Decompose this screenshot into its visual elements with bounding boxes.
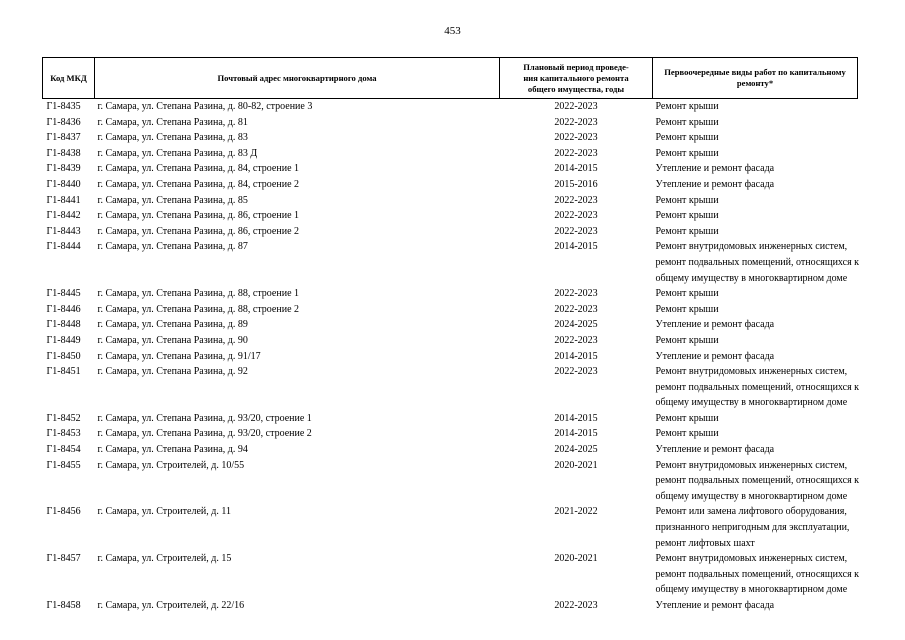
work-line: Ремонт крыши (655, 194, 719, 206)
cell-works (653, 426, 858, 442)
header-period: Плановый период проведе- ния капитального ремонта общего имущества, годы (500, 58, 653, 99)
work-line: признанного непригодным для эксплуатации, (655, 522, 850, 534)
header-works: Первоочередные виды работ по капитальному ремонту* (653, 58, 858, 99)
cell-period: 2022-2023 (554, 225, 598, 237)
cell-works (653, 161, 858, 177)
work-line: Утепление и ремонт фасада (655, 600, 775, 611)
cell-address: г. Самара, ул. Степана Разина, д. 83 Д (97, 147, 258, 159)
cell-works (653, 99, 858, 115)
cell-period: 2021-2022 (554, 506, 598, 518)
table-row (43, 239, 858, 286)
cell-period: 2022-2023 (554, 101, 598, 112)
cell-address: г. Самара, ул. Степана Разина, д. 84, строение 1 (97, 163, 300, 175)
table-row (43, 224, 858, 240)
cell-period: 2022-2023 (554, 194, 598, 206)
header-code: Код МКД (43, 58, 95, 99)
cell-code: Г1-8450 (46, 350, 81, 362)
cell-works (653, 302, 858, 318)
cell-code: Г1-8458 (46, 600, 81, 611)
cell-code: Г1-8452 (46, 412, 81, 424)
cell-period: 2014-2015 (554, 412, 598, 424)
cell-code: Г1-8444 (46, 241, 81, 253)
cell-period: 2022-2023 (554, 366, 598, 378)
table-row (43, 426, 858, 442)
cell-works (653, 349, 858, 365)
table-row (43, 193, 858, 209)
cell-works (653, 177, 858, 193)
cell-works (653, 317, 858, 333)
cell-works (653, 208, 858, 224)
table-row (43, 349, 858, 365)
work-line: ремонт подвальных помещений, относящихся к (655, 568, 860, 580)
cell-period: 2024-2025 (554, 319, 598, 331)
table-row (43, 551, 858, 598)
cell-code: Г1-8457 (46, 553, 81, 565)
cell-code: Г1-8438 (46, 147, 81, 159)
cell-code: Г1-8437 (46, 132, 81, 144)
cell-address: г. Самара, ул. Строителей, д. 22/16 (97, 600, 245, 611)
cell-address: г. Самара, ул. Степана Разина, д. 94 (97, 444, 248, 456)
work-line: ремонт лифтовых шахт (655, 537, 755, 549)
work-line: Утепление и ремонт фасада (655, 444, 775, 456)
cell-code: Г1-8456 (46, 506, 81, 518)
cell-works (653, 364, 858, 411)
cell-works (653, 115, 858, 131)
cell-works (653, 286, 858, 302)
cell-works (653, 411, 858, 427)
cell-address: г. Самара, ул. Степана Разина, д. 85 (97, 194, 248, 206)
header-address: Почтовый адрес многоквартирного дома (95, 58, 500, 99)
cell-code: Г1-8442 (46, 210, 81, 222)
cell-period: 2015-2016 (554, 178, 598, 190)
table-row (43, 99, 858, 115)
cell-code: Г1-8455 (46, 459, 81, 471)
cell-address: г. Самара, ул. Степана Разина, д. 91/17 (97, 350, 261, 362)
work-line: Ремонт крыши (655, 147, 719, 159)
cell-period: 2022-2023 (554, 210, 598, 222)
cell-period: 2014-2015 (554, 163, 598, 175)
work-line: Утепление и ремонт фасада (655, 350, 775, 362)
cell-period: 2014-2015 (554, 350, 598, 362)
table-row (43, 504, 858, 551)
cell-address: г. Самара, ул. Степана Разина, д. 88, строение 2 (97, 303, 300, 315)
cell-works (653, 239, 858, 286)
work-line: Утепление и ремонт фасада (655, 319, 775, 331)
cell-works (653, 333, 858, 349)
work-line: ремонт подвальных помещений, относящихся к (655, 256, 860, 268)
cell-address: г. Самара, ул. Степана Разина, д. 88, строение 1 (97, 288, 300, 300)
cell-works (653, 130, 858, 146)
work-line: Ремонт крыши (655, 210, 719, 222)
table-header (43, 58, 858, 99)
cell-address: г. Самара, ул. Степана Разина, д. 86, строение 2 (97, 225, 300, 237)
cell-address: г. Самара, ул. Степана Разина, д. 87 (97, 241, 248, 253)
work-line: Ремонт крыши (655, 428, 719, 440)
cell-code: Г1-8440 (46, 178, 81, 190)
cell-address: г. Самара, ул. Степана Разина, д. 86, строение 1 (97, 210, 300, 222)
cell-code: Г1-8446 (46, 303, 81, 315)
table-row (43, 442, 858, 458)
work-line: Ремонт крыши (655, 334, 719, 346)
table-row (43, 177, 858, 193)
cell-period: 2022-2023 (554, 116, 598, 128)
table-row (43, 146, 858, 162)
cell-code: Г1-8443 (46, 225, 81, 237)
cell-code: Г1-8441 (46, 194, 81, 206)
table-row (43, 598, 858, 614)
cell-code: Г1-8449 (46, 334, 81, 346)
work-line: Утепление и ремонт фасада (655, 163, 775, 175)
cell-works (653, 504, 858, 551)
table-row (43, 130, 858, 146)
cell-works (653, 442, 858, 458)
work-line: общему имуществу в многоквартирном доме (655, 490, 848, 502)
cell-works (653, 598, 858, 614)
cell-period: 2014-2015 (554, 428, 598, 440)
work-line: Утепление и ремонт фасада (655, 178, 775, 190)
work-line: Ремонт крыши (655, 225, 719, 237)
capital-repair-table (42, 57, 858, 614)
cell-code: Г1-8439 (46, 163, 81, 175)
table-row (43, 364, 858, 411)
cell-address: г. Самара, ул. Строителей, д. 10/55 (97, 459, 245, 471)
work-line: общему имуществу в многоквартирном доме (655, 272, 848, 284)
work-line: Ремонт внутридомовых инженерных систем, (655, 459, 848, 471)
page-number: 453 (444, 25, 461, 37)
cell-period: 2020-2021 (554, 459, 598, 471)
cell-period: 2014-2015 (554, 241, 598, 253)
cell-works (653, 551, 858, 598)
cell-address: г. Самара, ул. Степана Разина, д. 93/20, строение 2 (97, 428, 312, 440)
cell-code: Г1-8453 (46, 428, 81, 440)
cell-address: г. Самара, ул. Строителей, д. 11 (97, 506, 231, 518)
cell-address: г. Самара, ул. Строителей, д. 15 (97, 553, 232, 565)
work-line: Ремонт крыши (655, 412, 719, 424)
cell-code: Г1-8454 (46, 444, 81, 456)
cell-period: 2022-2023 (554, 303, 598, 315)
work-line: Ремонт внутридомовых инженерных систем, (655, 366, 848, 378)
cell-period: 2022-2023 (554, 132, 598, 144)
cell-code: Г1-8436 (46, 116, 81, 128)
work-line: общему имуществу в многоквартирном доме (655, 397, 848, 409)
cell-address: г. Самара, ул. Степана Разина, д. 84, строение 2 (97, 178, 300, 190)
work-line: Ремонт или замена лифтового оборудования, (655, 506, 847, 518)
table-row (43, 208, 858, 224)
work-line: Ремонт крыши (655, 288, 719, 300)
cell-works (653, 193, 858, 209)
cell-works (653, 224, 858, 240)
cell-address: г. Самара, ул. Степана Разина, д. 93/20, строение 1 (97, 412, 312, 424)
work-line: Ремонт крыши (655, 132, 719, 144)
work-line: Ремонт внутридомовых инженерных систем, (655, 553, 848, 565)
work-line: ремонт подвальных помещений, относящихся к (655, 475, 860, 487)
table-row (43, 161, 858, 177)
cell-period: 2022-2023 (554, 600, 598, 611)
work-line: общему имуществу в многоквартирном доме (655, 584, 848, 596)
cell-code: Г1-8448 (46, 319, 81, 331)
cell-period: 2024-2025 (554, 444, 598, 456)
cell-works (653, 458, 858, 505)
table-row (43, 411, 858, 427)
cell-code: Г1-8451 (46, 366, 81, 378)
cell-address: г. Самара, ул. Степана Разина, д. 89 (97, 319, 248, 331)
cell-code: Г1-8445 (46, 288, 81, 300)
cell-period: 2020-2021 (554, 553, 598, 565)
work-line: Ремонт внутридомовых инженерных систем, (655, 241, 848, 253)
table-row (43, 115, 858, 131)
table-row (43, 302, 858, 318)
cell-address: г. Самара, ул. Степана Разина, д. 83 (97, 132, 248, 144)
table-row (43, 286, 858, 302)
cell-works (653, 146, 858, 162)
work-line: Ремонт крыши (655, 101, 719, 112)
cell-address: г. Самара, ул. Степана Разина, д. 90 (97, 334, 248, 346)
work-line: Ремонт крыши (655, 303, 719, 315)
table-body (43, 99, 858, 614)
cell-address: г. Самара, ул. Степана Разина, д. 80-82, строение 3 (97, 101, 313, 112)
table-row (43, 317, 858, 333)
table-row (43, 333, 858, 349)
cell-code: Г1-8435 (46, 101, 81, 112)
work-line: Ремонт крыши (655, 116, 719, 128)
cell-period: 2022-2023 (554, 288, 598, 300)
work-line: ремонт подвальных помещений, относящихся к (655, 381, 860, 393)
cell-period: 2022-2023 (554, 147, 598, 159)
cell-period: 2022-2023 (554, 334, 598, 346)
table-row (43, 458, 858, 505)
cell-address: г. Самара, ул. Степана Разина, д. 81 (97, 116, 248, 128)
cell-address: г. Самара, ул. Степана Разина, д. 92 (97, 366, 248, 378)
